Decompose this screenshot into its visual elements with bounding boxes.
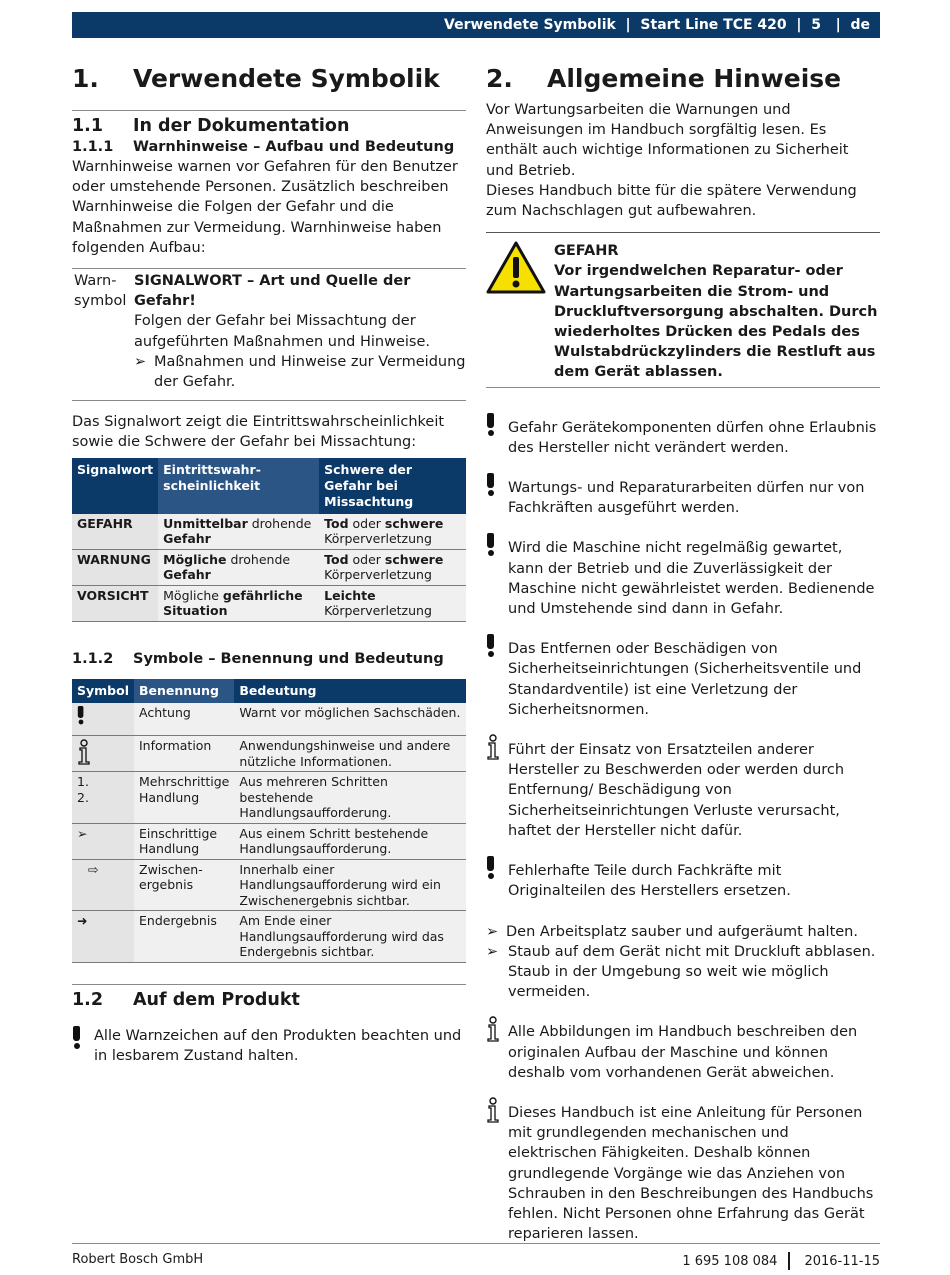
step-text: Maßnahmen und Hinweise zur Vermeidung der Gefahr. — [154, 353, 466, 391]
danger-text — [554, 261, 880, 382]
note-text: Führt der Einsatz von Ersatzteilen anderer Hersteller zu Beschwerden oder werden durch Entfernung/ Beschädigung von Sicherheitseinrichtungen Verluste verursacht, haftet der Hersteller nicht dafür. — [508, 742, 845, 839]
note-text: Das Entfernen oder Beschädigen von Sicherheitseinrichtungen (Sicherheitsventile und Standardventile) ist eine Verletzung der Sicherheitsnormen. — [508, 641, 862, 718]
table-row — [72, 736, 466, 772]
consequence-line: Folgen der Gefahr bei Missachtung der aufgeführten Maßnahmen und Hinweise. — [134, 313, 431, 350]
probability-cell: Unmittelbar drohende Gefahr — [158, 514, 319, 550]
info-icon — [486, 1016, 500, 1042]
symbol-cell — [72, 859, 134, 911]
symbol-glyph: ⇨ — [88, 861, 99, 877]
section-1-1-2-heading — [72, 649, 466, 669]
list-item — [486, 740, 880, 841]
general-paragraph-2: Dieses Handbuch bitte für die spätere Verwendung zum Nachschlagen gut aufbewahren. — [486, 182, 857, 220]
severity-cell: Tod oder schwere Körperverletzung — [319, 514, 466, 550]
table-header-cell: Eintrittswahrscheinlichkeit — [158, 458, 319, 514]
severity-cell: Tod oder schwere Körperverletzung — [319, 549, 466, 585]
table-row — [72, 911, 466, 963]
exclamation-icon — [72, 1026, 94, 1066]
meaning-cell: Am Ende einer Handlungsaufforderung wird das Endergebnis sichtbar. — [234, 911, 466, 963]
notes-list — [486, 418, 880, 902]
section-number: 1. — [72, 64, 99, 93]
section-1-1-1-heading — [72, 137, 466, 157]
header-text: Verwendete Symbolik | Start Line TCE 420 | 5 | de — [444, 17, 870, 33]
signalword-intro-paragraph: Das Signalwort zeigt die Eintrittswahrscheinlichkeit sowie die Schwere der Gefahr bei Missachtung: — [72, 414, 445, 451]
section-title: Symbole – Benennung und Bedeutung — [133, 650, 444, 667]
name-cell: Zwischenergebnis — [134, 859, 234, 911]
warn-structure-text — [134, 271, 466, 392]
severity-cell: Leichte Körperverletzung — [319, 585, 466, 621]
section-1-heading — [72, 64, 466, 100]
list-item — [486, 1022, 880, 1083]
symbol-cell — [72, 911, 134, 963]
meaning-cell: Aus mehreren Schritten bestehende Handlungsaufforderung. — [234, 772, 466, 824]
divider — [72, 110, 466, 111]
symbol-cell — [72, 772, 134, 824]
name-cell: Information — [134, 736, 234, 772]
danger-title: GEFAHR — [554, 243, 619, 260]
table-row — [72, 585, 466, 621]
table-row — [72, 823, 466, 859]
section-number: 1.1 — [72, 116, 104, 136]
info-icon — [77, 739, 91, 765]
step-arrow-icon: ➢ — [134, 353, 147, 370]
list-item — [486, 942, 880, 1003]
meaning-cell: Innerhalb einer Handlungsaufforderung wird ein Zwischenergebnis sichtbar. — [234, 859, 466, 911]
section-1-2-heading — [72, 989, 466, 1011]
danger-text-block — [554, 241, 880, 382]
right-column — [486, 60, 880, 1264]
table-row — [72, 514, 466, 550]
symbol-cell — [72, 736, 134, 772]
signalword-cell: VORSICHT — [72, 585, 158, 621]
symbol-cell — [72, 823, 134, 859]
note-text: Gefahr Gerätekomponenten dürfen ohne Erlaubnis des Hersteller nicht verändert werden. — [508, 419, 877, 456]
signalword-line: SIGNALWORT – Art und Quelle der Gefahr! — [134, 273, 411, 310]
list-item — [486, 538, 880, 619]
exclamation-icon — [486, 856, 494, 880]
name-cell: Einschrittige Handlung — [134, 823, 234, 859]
list-item — [486, 478, 880, 518]
symbol-cell — [72, 703, 134, 736]
warning-structure-box — [72, 268, 466, 401]
table-header-row — [72, 679, 466, 703]
general-paragraph-1: Vor Wartungsarbeiten die Warnungen und Anweisungen im Handbuch sorgfältig lesen. Es enthält auch wichtige Informationen zu Sicherheit und Betrieb. — [486, 102, 849, 179]
note-text: Wartungs- und Reparaturarbeiten dürfen nur von Fachkräften ausgeführt werden. — [508, 480, 865, 517]
warn-symbol-label: Warnsymbol — [74, 273, 127, 310]
meaning-cell: Aus einem Schritt bestehende Handlungsaufforderung. — [234, 823, 466, 859]
step-text: Staub auf dem Gerät nicht mit Druckluft abblasen. Staub in der Umgebung so weit wie möglich vermeiden. — [508, 943, 876, 1001]
footer-date: 2016-11-15 — [804, 1253, 880, 1269]
divider — [72, 984, 466, 985]
meaning-cell: Warnt vor möglichen Sachschäden. — [234, 703, 466, 736]
left-column — [72, 60, 466, 1066]
table-header-row — [72, 458, 466, 514]
section-number: 2. — [486, 64, 513, 93]
symbol-glyph: ➜ — [77, 913, 88, 929]
section-1-1-heading — [72, 115, 466, 137]
symbol-glyph: ➢ — [77, 825, 88, 841]
section-title: Allgemeine Hinweise — [547, 64, 842, 93]
note-text: Alle Warnzeichen auf den Produkten beachten und in lesbarem Zustand halten. — [94, 1027, 462, 1064]
table-row — [72, 772, 466, 824]
symbol-table — [72, 679, 466, 963]
table-header-cell: Schwere der Gefahr bei Missachtung — [319, 458, 466, 514]
list-item — [486, 861, 880, 901]
note-text: Dieses Handbuch ist eine Anleitung für Personen mit grundlegenden mechanischen und elektrischen Fähigkeiten. Deshalb können grundlegende Vorgänge wie das Anziehen von Schrauben in den Beschreibungen des Handbuchs fehlen. Nicht Personen ohne Erfahrung das Gerät reparieren lassen. — [508, 1104, 874, 1243]
footer-docnum: 1 695 108 084 — [682, 1253, 778, 1269]
section-title: Warnhinweise – Aufbau und Bedeutung — [133, 139, 455, 155]
step-arrow-icon: ➢ — [486, 943, 499, 960]
section-number: 1.1.1 — [72, 139, 114, 155]
footer-divider — [72, 1243, 880, 1244]
table-header-cell: Symbol — [72, 679, 134, 703]
warning-intro-paragraph: Warnhinweise warnen vor Gefahren für den Benutzer oder umstehende Personen. Zusätzlich beschreiben Warnhinweise die Folgen der Gefahr und die Maßnahmen zur Vermeidung. Warnhinweise haben folgenden Aufbau: — [72, 159, 458, 256]
name-cell: Achtung — [134, 703, 234, 736]
product-note — [72, 1026, 466, 1066]
list-item — [486, 1103, 880, 1244]
name-cell: Mehrschrittige Handlung — [134, 772, 234, 824]
symbol-glyph: 1. 2. — [77, 774, 89, 805]
list-item — [486, 418, 880, 458]
info-icon — [486, 734, 500, 760]
danger-box — [486, 232, 880, 387]
exclamation-icon — [77, 706, 83, 725]
exclamation-icon — [486, 533, 494, 557]
footer-company: Robert Bosch GmbH — [72, 1252, 204, 1267]
table-header-cell: Bedeutung — [234, 679, 466, 703]
footer-meta — [682, 1252, 880, 1270]
step-arrow-icon: ➢ — [486, 923, 499, 940]
exclamation-icon — [486, 473, 494, 497]
signalword-cell: WARNUNG — [72, 549, 158, 585]
table-row — [72, 549, 466, 585]
section-title: Auf dem Produkt — [133, 989, 300, 1010]
note-text: Wird die Maschine nicht regelmäßig gewartet, kann der Betrieb und die Zuverlässigkeit der Maschine nicht gewährleistet werden. Bedienende und Umstehende sind dann in Gefahr. — [508, 540, 875, 618]
exclamation-icon — [486, 413, 494, 437]
info-icon — [486, 1097, 500, 1123]
section-title: Verwendete Symbolik — [133, 64, 440, 93]
footer-separator — [788, 1252, 790, 1270]
signalword-table — [72, 458, 466, 622]
exclamation-icon — [486, 634, 494, 658]
note-text: Fehlerhafte Teile durch Fachkräfte mit Originalteilen des Herstellers ersetzen. — [508, 863, 791, 900]
signalword-cell: GEFAHR — [72, 514, 158, 550]
note-text: Alle Abbildungen im Handbuch beschreiben den originalen Aufbau der Maschine und können deshalb vom vorhandenen Gerät abweichen. — [508, 1024, 858, 1081]
list-item — [486, 639, 880, 720]
section-number: 1.2 — [72, 989, 104, 1010]
table-row — [72, 703, 466, 736]
page-header-bar — [72, 12, 880, 38]
step-text: Den Arbeitsplatz sauber und aufgeräumt halten. — [506, 923, 858, 940]
info-notes-list — [486, 1022, 880, 1244]
list-item — [486, 922, 880, 942]
meaning-cell: Anwendungshinweise und andere nützliche Informationen. — [234, 736, 466, 772]
table-header-cell: Benennung — [134, 679, 234, 703]
section-number: 1.1.2 — [72, 650, 114, 667]
measure-step — [134, 352, 466, 392]
name-cell: Endergebnis — [134, 911, 234, 963]
section-title: In der Dokumentation — [133, 116, 350, 136]
probability-cell: Mögliche gefährliche Situation — [158, 585, 319, 621]
danger-body: Vor irgendwelchen Reparatur- oder Wartungsarbeiten die Strom- und Druckluftversorgung abschalten. Durch wiederholtes Drücken des Pedals des Wulstabdrückzylinders die Restluft aus dem Gerät ablassen. — [554, 263, 878, 381]
probability-cell: Mögliche drohende Gefahr — [158, 549, 319, 585]
table-row — [72, 859, 466, 911]
steps-list — [486, 922, 880, 1003]
warning-triangle-icon — [486, 241, 554, 382]
section-2-heading — [486, 64, 880, 100]
table-header-cell: Signalwort — [72, 458, 158, 514]
